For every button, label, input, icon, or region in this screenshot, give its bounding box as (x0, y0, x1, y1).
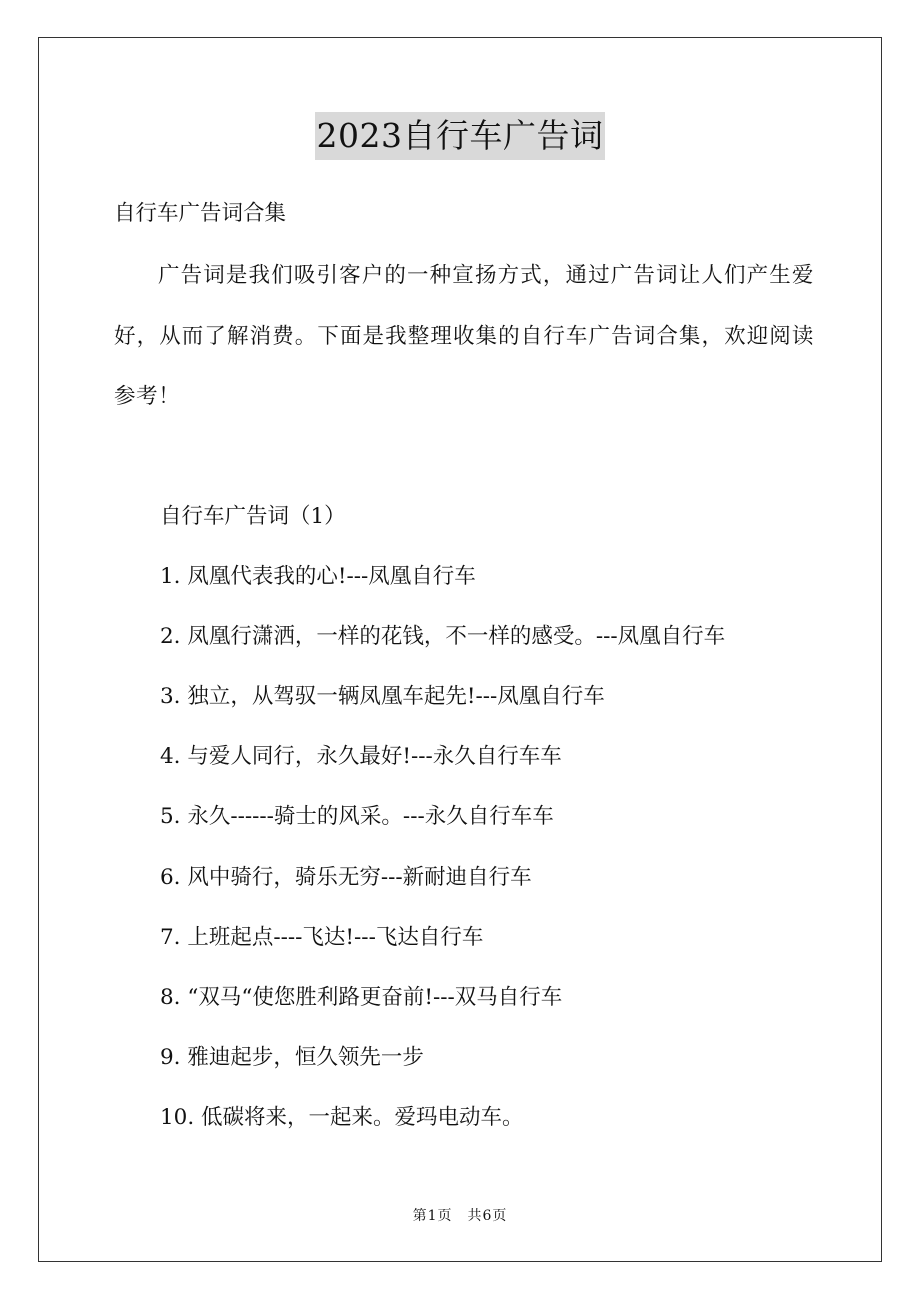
list-item: 4. 与爱人同行，永久最好!---永久自行车车 (160, 744, 562, 769)
list-item: 5. 永久------骑士的风采。---永久自行车车 (160, 804, 554, 829)
list-item: 10. 低碳将来，一起来。爱玛电动车。 (160, 1105, 524, 1130)
section-heading: 自行车广告词（1） (160, 504, 346, 529)
page-footer: 第1页 共6页 (412, 1208, 508, 1224)
list-item: 6. 风中骑行，骑乐无穷---新耐迪自行车 (160, 865, 532, 890)
list-item: 8. “双马“使您胜利路更奋前!---双马自行车 (160, 985, 563, 1010)
list-item: 9. 雅迪起步，恒久领先一步 (160, 1045, 424, 1070)
intro-paragraph: 广告词是我们吸引客户的一种宣扬方式，通过广告词让人们产生爱好，从而了解消费。下面是我整理收集的自行车广告词合集，欢迎阅读参考！ (114, 263, 814, 409)
document-title: 2023自行车广告词 (315, 112, 606, 160)
document-subtitle: 自行车广告词合集 (114, 201, 287, 226)
list-item: 3. 独立，从驾驭一辆凤凰车起先!---凤凰自行车 (160, 684, 605, 709)
list-item: 1. 凤凰代表我的心!---凤凰自行车 (160, 564, 476, 589)
list-item: 2. 凤凰行潇洒，一样的花钱，不一样的感受。---凤凰自行车 (160, 624, 726, 649)
title-container (0, 112, 920, 160)
list-item: 7. 上班起点----飞达!---飞达自行车 (160, 925, 484, 950)
